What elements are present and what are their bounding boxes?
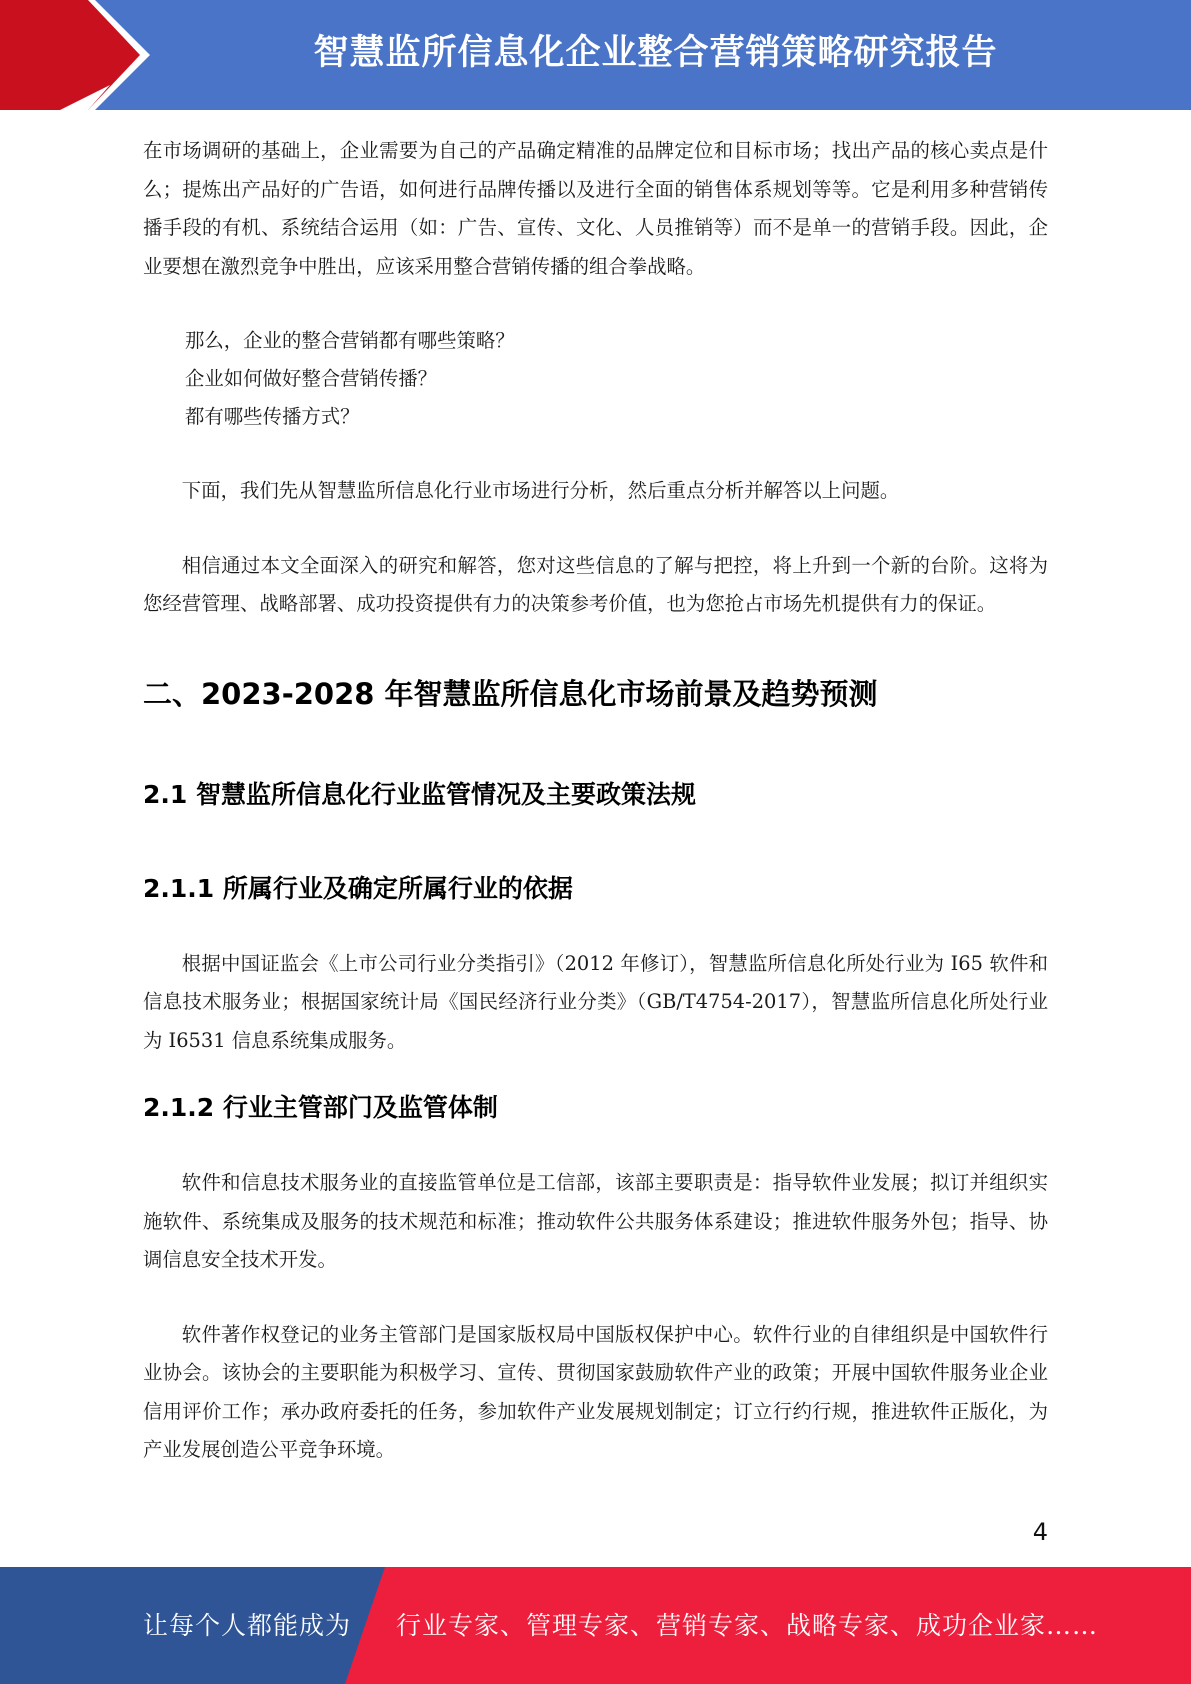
chapter-heading: 二、2023-2028 年智慧监所信息化市场前景及趋势预测 — [143, 676, 878, 711]
report-title: 智慧监所信息化企业整合营销策略研究报告 — [313, 33, 998, 73]
question-item: 那么，企业的整合营销都有哪些策略？ — [185, 329, 515, 352]
footer-slogan-left: 让每个人都能成为 — [143, 1611, 352, 1640]
question-list — [143, 322, 1048, 436]
header-red-block — [0, 0, 140, 110]
closing-paragraph: 相信通过本文全面深入的研究和解答，您对这些信息的了解与把控，将上升到一个新的台阶。这将为您经营管理、战略部署、成功投资提供有力的决策参考价值，也为您抢占市场先机提供有力的保证。 — [143, 553, 1048, 615]
page-number: 4 — [1032, 1518, 1048, 1546]
intro-paragraph: 在市场调研的基础上，企业需要为自己的产品确定精准的品牌定位和目标市场；找出产品的核心卖点是什么；提炼出产品好的广告语，如何进行品牌传播以及进行全面的销售体系规划等等。它是利用多种营销传播手段的有机、系统结合运用（如：广告、宣传、文化、人员推销等）而不是单一的营销手段。因此，企业要想在激烈竞争中胜出，应该采用整合营销传播的组合拳战略。 — [143, 139, 1048, 278]
question-item: 企业如何做好整合营销传播？ — [185, 367, 438, 390]
next-paragraph: 下面，我们先从智慧监所信息化行业市场进行分析，然后重点分析并解答以上问题。 — [181, 479, 900, 502]
footer-slogan-right: 行业专家、管理专家、营销专家、战略专家、成功企业家…… — [396, 1611, 1099, 1640]
association-paragraph: 软件著作权登记的业务主管部门是国家版权局中国版权保护中心。软件行业的自律组织是中国软件行业协会。该协会的主要职能为积极学习、宣传、贯彻国家鼓励软件产业的政策；开展中国软件服务业企业信用评价工作；承办政府委托的任务，参加软件产业发展规划制定；订立行约行规，推进软件正版化，为产业发展创造公平竞争环境。 — [143, 1322, 1048, 1461]
page-content — [143, 132, 1048, 1470]
question-item: 都有哪些传播方式？ — [185, 405, 360, 428]
footer-banner — [0, 1567, 1191, 1684]
regulator-paragraph: 软件和信息技术服务业的直接监管单位是工信部，该部主要职责是：指导软件业发展；拟订并组织实施软件、系统集成及服务的技术规范和标准；推动软件公共服务体系建设；推进软件服务外包；指导、协调信息安全技术开发。 — [143, 1171, 1048, 1271]
section-heading-2-1-2: 2.1.2 行业主管部门及监管体制 — [143, 1093, 498, 1122]
section-heading-2-1-1: 2.1.1 所属行业及确定所属行业的依据 — [143, 873, 573, 903]
section-heading-2-1: 2.1 智慧监所信息化行业监管情况及主要政策法规 — [143, 779, 696, 809]
industry-classification-paragraph: 根据中国证监会《上市公司行业分类指引》（2012 年修订），智慧监所信息化所处行业为 I65 软件和信息技术服务业；根据国家统计局《国民经济行业分类》（GB/T4754-2017），智慧监所信息化所处行业为 I6531 信息系统集成服务。 — [143, 951, 1048, 1052]
header-arrow-decoration — [0, 0, 150, 110]
header-banner — [0, 0, 1191, 110]
